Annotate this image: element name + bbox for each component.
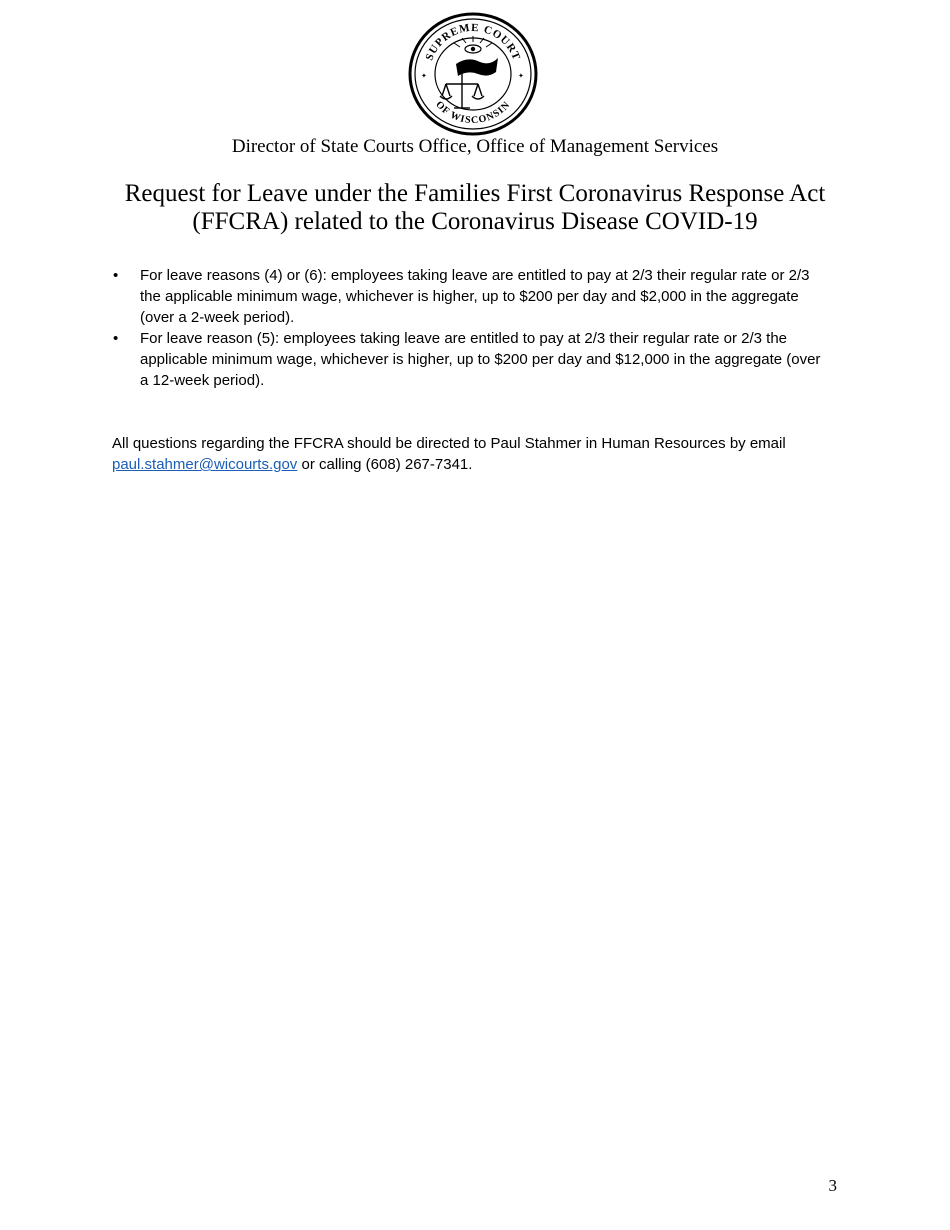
supreme-court-seal-logo — [408, 12, 538, 136]
page-number: 3 — [828, 1176, 837, 1195]
seal-bottom-text: OF WISCONSIN — [433, 99, 513, 127]
svg-text:✦: ✦ — [518, 72, 524, 80]
contact-paragraph — [112, 433, 832, 475]
email-link[interactable]: paul.stahmer@wicourts.gov — [112, 456, 298, 473]
list-item — [112, 328, 832, 391]
document-title — [0, 180, 950, 236]
title-line-2: (FFCRA) related to the Coronavirus Disease COVID-19 — [192, 208, 758, 235]
bullet-icon: • — [113, 267, 119, 284]
contact-outro: or calling (608) 267-7341. — [297, 456, 473, 473]
leave-pay-bullet-list — [112, 265, 832, 391]
bullet-text: For leave reason (5): employees taking leave are entitled to pay at 2/3 their regular rate or 2/3 the applicable minimum wage, whichever is higher, up to $200 per day and $12,000 in the aggregate (over a 12-week period). — [140, 330, 821, 389]
contact-intro: All questions regarding the FFCRA should be directed to Paul Stahmer in Human Resources by email — [112, 435, 786, 452]
bullet-icon: • — [113, 330, 119, 347]
bullet-text: For leave reasons (4) or (6): employees taking leave are entitled to pay at 2/3 their regular rate or 2/3 the applicable minimum wage, whichever is higher, up to $200 per day and $2,000 in the aggregate (over a 2-week period). — [140, 267, 810, 326]
list-item — [112, 265, 832, 328]
office-name: Director of State Courts Office, Office of Management Services — [231, 136, 719, 157]
seal-top-text: SUPREME COURT — [423, 21, 523, 63]
title-line-1: Request for Leave under the Families First Coronavirus Response Act — [124, 180, 826, 207]
svg-text:✦: ✦ — [421, 72, 427, 80]
